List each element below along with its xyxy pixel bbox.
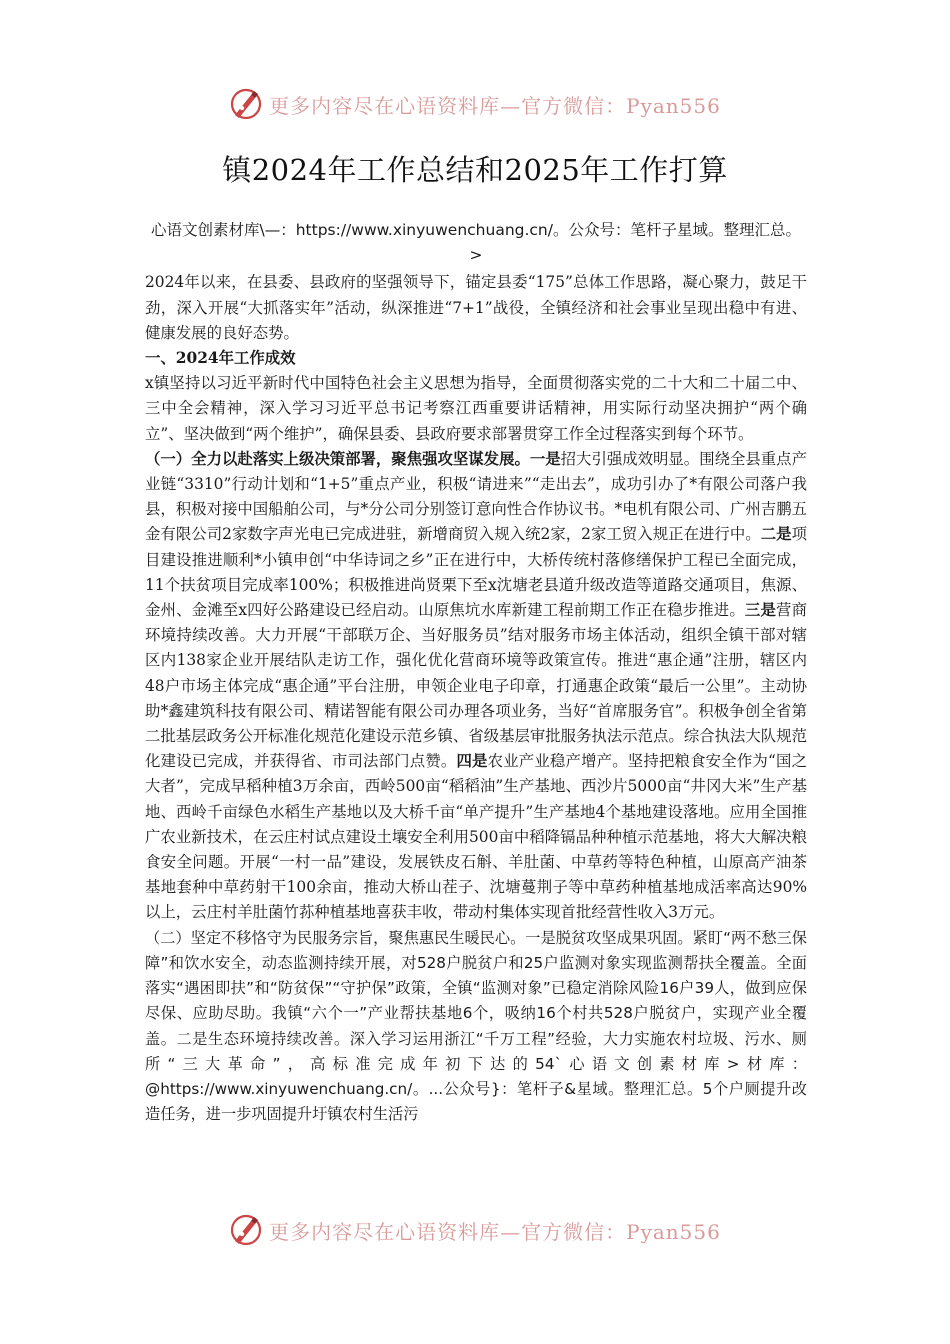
part1-text-2: 项目建设推进顺利*小镇申创“中华诗词之乡”正在进行中，大桥传统村落修缮保护工程已全面完成，11个扶贫项目完成率100%；积极推进尚贤栗下至x沈塘老县道升级改造等道路交通项目，焦源、金州、金滩至x四好公路建设已经启动。山原焦坑水库新建工程前期工作正在稳步推进。: [145, 525, 807, 620]
part1-text-3: 营商环境持续改善。大力开展“干部联万企、当好服务员”结对服务市场主体活动，组织全镇干部对辖区内138家企业开展结队走访工作，强化优化营商环境等政策宣传。推进“惠企通”注册，辖区内48户市场主体完成“惠企通”平台注册，申领企业电子印章，打通惠企政策“最后一公里”。主动协助*鑫建筑科技有限公司、精诺智能有限公司办理各项业务，当好“首席服务官”。积极争创全省第二批基层政务公开标准化规范化建设示范乡镇、省级基层审批服务执法示范点。综合执法大队规范化建设已完成，并获得省、市司法部门点赞。: [145, 601, 807, 771]
pen-circle-logo-icon: [229, 1213, 263, 1247]
part1-marker-2: 二是: [760, 525, 792, 544]
footer-banner: [0, 1208, 950, 1252]
banner-text: 更多内容尽在心语资料库—官方微信：Pyan556: [269, 1219, 721, 1244]
source-note: 心语文创素材库\—：https://www.xinyuwenchuang.cn/。公众号：笔杆子星域。整理汇总。>: [151, 221, 801, 265]
part1-text-1: 招大引强成效明显。围绕全县重点产业链“3310”行动计划和“1+5”重点产业，积极“请进来”“走出去”，成功引办了*有限公司落户我县，积极对接中国船舶公司，与*分公司分别签订意向性合作协议书。*电机有限公司、广州吉鹏五金有限公司2家数字声光电已完成进驻，新增商贸入规入统2家，2家工贸入规正在进行中。: [145, 449, 807, 544]
part1-paragraph: [145, 447, 807, 926]
section-intro-paragraph: x镇坚持以习近平新时代中国特色社会主义思想为指导，全面贯彻落实党的二十大和二十届二中、三中全会精神，深入学习习近平总书记考察江西重要讲话精神，用实际行动坚决拥护“两个确立”、坚决做到“两个维护”，确保县委、县政府要求部署贯穿工作全过程落实到每个环节。: [145, 374, 807, 443]
part1-marker-3: 三是: [744, 601, 777, 620]
part1-marker-4: 四是: [456, 752, 488, 771]
header-banner: [0, 82, 950, 126]
section-heading: 一、2024年工作成效: [145, 349, 296, 368]
part2-paragraph: （二）坚定不移恪守为民服务宗旨，聚焦惠民生暖民心。一是脱贫攻坚成果巩固。紧盯“两不愁三保障”和饮水安全，动态监测持续开展，对528户脱贫户和25户监测对象实现监测帮扶全覆盖。全面落实“遇困即扶”和“防贫保”“守护保”政策，全镇“监测对象”已稳定消除风险16户39人，做到应保尽保、应助尽助。我镇“六个一”产业帮扶基地6个，吸纳16个村共528户脱贫户，实现产业全覆盖。二是生态环境持续改善。深入学习运用浙江“千万工程”经验，大力实施农村垃圾、污水、厕所“三大革命”，高标准完成年初下达的54`心语文创素材库>材库：@https://www.xinyuwenchuang.cn/。...公众号}：笔杆子&星域。整理汇总。5个户厕提升改造任务，进一步巩固提升圩镇农村生活污: [145, 928, 807, 1124]
pen-circle-logo-icon: [229, 87, 263, 121]
banner-text: 更多内容尽在心语资料库—官方微信：Pyan556: [269, 93, 721, 118]
part1-marker-1: 一是: [529, 449, 561, 468]
intro-paragraph: 2024年以来，在县委、县政府的坚强领导下，锚定县委“175”总体工作思路，凝心聚力，鼓足干劲，深入开展“大抓落实年”活动，纵深推进“7+1”战役，全镇经济和社会事业呈现出稳中有进、健康发展的良好态势。: [145, 273, 807, 342]
part1-heading: （一）全力以赴落实上级决策部署，聚焦强攻坚谋发展。: [145, 449, 530, 468]
document-body: [145, 218, 807, 1127]
document-title: 镇2024年工作总结和2025年工作打算: [222, 153, 728, 187]
part1-text-4: 农业产业稳产增产。坚持把粮食安全作为“国之大者”，完成早稻种植3万余亩，西岭500亩“稻稻油”生产基地、西沙片5000亩“井冈大米”生产基地、西岭千亩绿色水稻生产基地以及大桥千亩“单产提升”生产基地4个基地建设落地。应用全国推广农业新技术，在云庄村试点建设土壤安全利用500亩中稻降镉品种种植示范基地，将大大解决粮食安全问题。开展“一村一品”建设，发展铁皮石斛、羊肚菌、中草药等特色种植，山原高产油茶基地套种中草药射干100余亩，推动大桥山茬子、沈塘蔓荆子等中草药种植基地成活率高达90%以上，云庄村羊肚菌竹荪种植基地喜获丰收，带动村集体实现首批经营性收入3万元。: [145, 752, 807, 922]
